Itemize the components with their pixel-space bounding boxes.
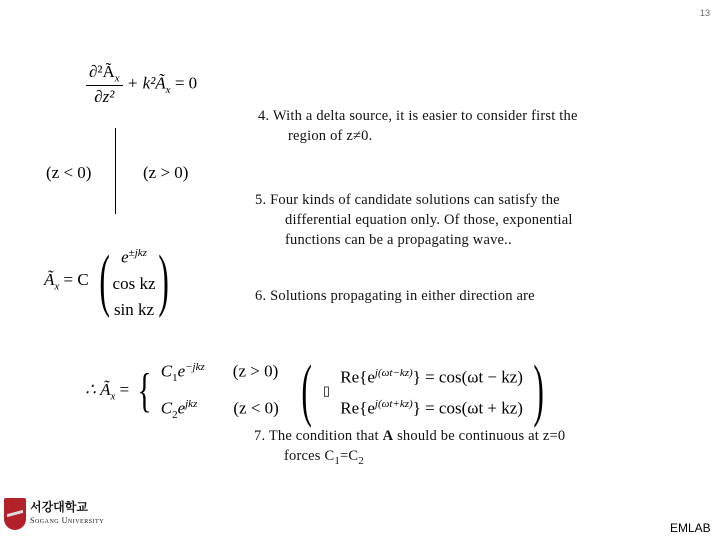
region-left: (z < 0) — [46, 163, 92, 182]
real-part-2-lhs: Re{e — [340, 398, 375, 418]
numerator-subscript: x — [114, 72, 120, 85]
real-part-1-rhs: } = cos(ωt − kz) — [412, 368, 523, 388]
logo-korean: 서강대학교 — [30, 500, 88, 514]
denominator: ∂z² — [94, 87, 115, 107]
case-2-coef-sub: 2 — [172, 409, 178, 422]
candidate-solutions — [44, 240, 175, 323]
lab-name: EMLAB — [670, 521, 711, 535]
real-part-2-rhs: } = cos(ωt + kz) — [412, 398, 523, 418]
shield-icon — [4, 498, 26, 530]
point-7-line1 — [254, 428, 565, 444]
case-1-cond: (z > 0) — [232, 361, 279, 381]
candidate-exp: $e^{\pm jkz}$ — [121, 247, 147, 267]
case-1-exp-sup: −jkz — [185, 361, 205, 373]
wave-equation — [86, 62, 197, 107]
region-divider — [115, 128, 116, 214]
solution-case-2 — [161, 391, 279, 428]
solution-eq: = — [119, 379, 130, 399]
candidates-lhs-subscript: x — [54, 280, 60, 293]
candidate-sin: sin kz — [113, 299, 155, 319]
point-7-line2-mid: =C — [340, 448, 359, 464]
university-logo — [4, 498, 104, 530]
wave-eq-term-subscript: x — [165, 83, 171, 96]
point-4 — [258, 106, 578, 146]
real-part-1-lhs: Re{e — [340, 368, 375, 388]
missing-glyph-placeholder: ▯ — [322, 383, 331, 399]
point-7-post: should be continuous at z=0 — [393, 428, 566, 444]
solution-lhs: ∴ Ã — [85, 379, 111, 399]
case-2-coef: C — [160, 398, 173, 418]
wave-eq-term: + k²Ã — [126, 73, 166, 93]
logo-english: Sogang University — [30, 516, 105, 525]
case-1-coef-sub: 1 — [172, 372, 178, 385]
candidates-lhs: Ã — [44, 270, 55, 290]
point-7-line2-pre: forces C — [284, 448, 335, 464]
point-4-line2: region of z≠0. — [288, 128, 373, 144]
case-2-cond: (z < 0) — [233, 398, 279, 418]
case-1-exp: e — [177, 361, 186, 381]
solution-case-1 — [161, 354, 279, 391]
real-part-1 — [340, 360, 523, 391]
candidates-eq: = C — [63, 270, 89, 290]
point-7 — [254, 426, 565, 471]
right-paren: ) — [158, 242, 169, 320]
real-part-2-sup: j(ωt+kz) — [374, 398, 413, 411]
real-part-1-sup: j(ωt−kz) — [374, 367, 413, 380]
right-paren-2: ) — [533, 352, 545, 430]
real-part-2 — [340, 391, 523, 422]
c2-subscript: 2 — [358, 454, 364, 467]
point-5-line3: functions can be a propagating wave.. — [285, 232, 512, 248]
left-paren: ( — [99, 242, 110, 320]
point-6: 6. Solutions propagating in either direction are — [255, 288, 535, 304]
wave-eq-rhs: = 0 — [174, 73, 198, 93]
numerator: ∂²Ã — [89, 62, 115, 81]
point-7-pre: 7. The condition that — [254, 428, 383, 444]
region-right: (z > 0) — [143, 163, 189, 182]
case-2-exp-sup: jkz — [185, 398, 198, 411]
point-5-line1: 5. Four kinds of candidate solutions can satisfy the — [255, 192, 560, 208]
point-5-line2: differential equation only. Of those, exponential — [285, 212, 573, 228]
vector-a: A — [382, 428, 394, 444]
c1-subscript: 1 — [334, 454, 341, 467]
case-2-exp: e — [177, 398, 186, 418]
candidate-cos: cos kz — [112, 273, 156, 293]
left-brace: { — [138, 364, 152, 418]
solution-lhs-subscript: x — [110, 390, 116, 403]
point-7-line2 — [254, 446, 565, 471]
page-number: 13 — [700, 8, 711, 18]
point-4-line1: 4. With a delta source, it is easier to consider first the — [258, 108, 578, 124]
solution-equation — [85, 354, 551, 428]
point-5 — [255, 190, 573, 250]
case-1-coef: C — [160, 361, 173, 381]
left-paren-2: ( — [301, 352, 313, 430]
